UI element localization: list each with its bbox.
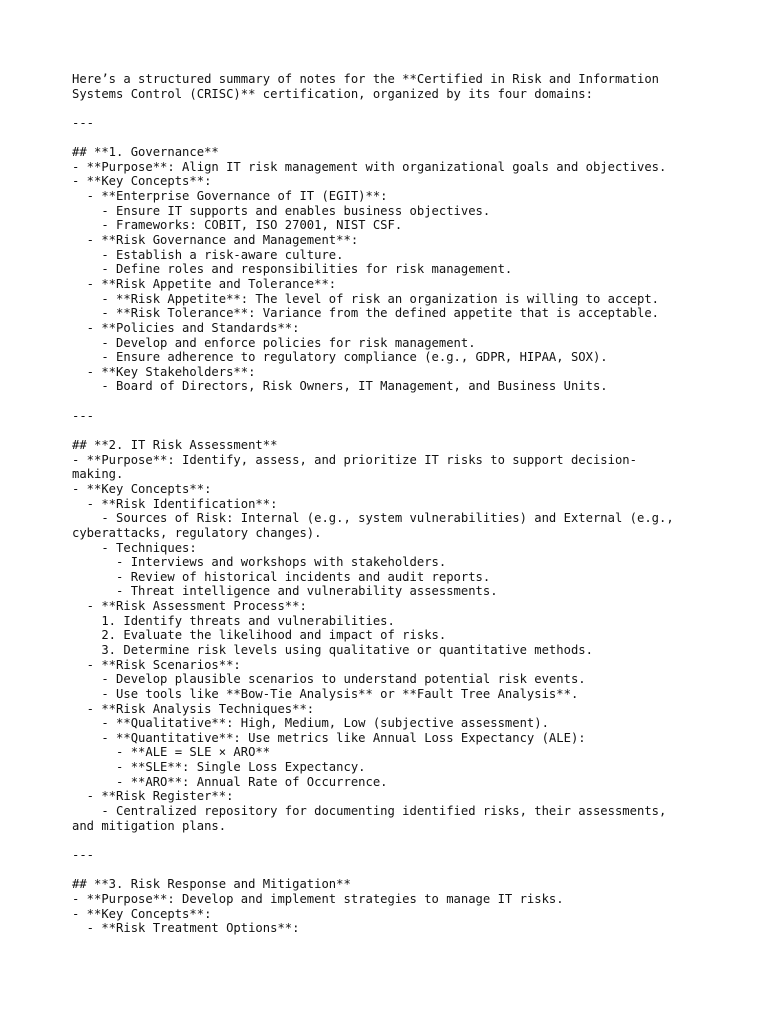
- text-line: - Define roles and responsibilities for risk management.: [72, 262, 513, 277]
- text-line: - **Risk Tolerance**: Variance from the defined appetite that is acceptable.: [72, 306, 659, 321]
- text-line: - Develop and enforce policies for risk management.: [72, 335, 476, 350]
- text-line: - **Enterprise Governance of IT (EGIT)**:: [72, 189, 388, 204]
- blank-line: [72, 394, 702, 409]
- text-line: - Board of Directors, Risk Owners, IT Management, and Business Units.: [72, 379, 608, 394]
- text-line: - **Risk Scenarios**:: [72, 657, 241, 672]
- blank-line: [72, 423, 702, 438]
- text-line: - **Risk Governance and Management**:: [72, 233, 359, 248]
- text-line: 1. Identify threats and vulnerabilities.: [72, 613, 395, 628]
- text-line: - **Risk Register**:: [72, 789, 234, 804]
- text-line: 3. Determine risk levels using qualitative or quantitative methods.: [72, 642, 593, 657]
- text-line: - Techniques:: [72, 540, 197, 555]
- document-body: [72, 72, 702, 936]
- blank-line: [72, 101, 702, 116]
- text-line: - **ARO**: Annual Rate of Occurrence.: [72, 774, 388, 789]
- blank-line: [72, 131, 702, 146]
- text-line: - **Risk Treatment Options**:: [72, 921, 300, 936]
- text-line: - Use tools like **Bow-Tie Analysis** or **Fault Tree Analysis**.: [72, 686, 579, 701]
- text-line: - Develop plausible scenarios to understand potential risk events.: [72, 672, 586, 687]
- text-line: - **Risk Assessment Process**:: [72, 599, 307, 614]
- text-line: - **Risk Appetite and Tolerance**:: [72, 276, 337, 291]
- text-line: - **SLE**: Single Loss Expectancy.: [72, 760, 366, 775]
- text-line: Systems Control (CRISC)** certification, organized by its four domains:: [72, 86, 593, 101]
- text-line: cyberattacks, regulatory changes).: [72, 525, 322, 540]
- text-line: - Centralized repository for documenting identified risks, their assessments,: [72, 804, 667, 819]
- text-line: - **Quantitative**: Use metrics like Annual Loss Expectancy (ALE):: [72, 730, 586, 745]
- text-line: - Frameworks: COBIT, ISO 27001, NIST CSF.: [72, 218, 403, 233]
- text-line: - **Purpose**: Identify, assess, and prioritize IT risks to support decision-: [72, 452, 637, 467]
- text-line: - **Risk Appetite**: The level of risk an organization is willing to accept.: [72, 291, 659, 306]
- text-line: - **Qualitative**: High, Medium, Low (subjective assessment).: [72, 716, 549, 731]
- text-line: - **ALE = SLE × ARO**: [72, 745, 271, 760]
- text-line: - **Risk Analysis Techniques**:: [72, 701, 315, 716]
- text-line: - **Purpose**: Develop and implement strategies to manage IT risks.: [72, 891, 564, 906]
- text-line: - **Risk Identification**:: [72, 496, 278, 511]
- text-line: 2. Evaluate the likelihood and impact of risks.: [72, 628, 447, 643]
- text-line: - Establish a risk-aware culture.: [72, 247, 344, 262]
- text-line: and mitigation plans.: [72, 818, 227, 833]
- text-line: making.: [72, 467, 124, 482]
- section-heading: ## **1. Governance**: [72, 145, 219, 160]
- text-line: - **Key Concepts**:: [72, 481, 212, 496]
- text-line: - Threat intelligence and vulnerability assessments.: [72, 584, 498, 599]
- text-line: - **Key Concepts**:: [72, 906, 212, 921]
- section-heading: ## **2. IT Risk Assessment**: [72, 438, 278, 453]
- text-line: - **Key Concepts**:: [72, 174, 212, 189]
- text-line: - **Policies and Standards**:: [72, 320, 300, 335]
- text-line: - Sources of Risk: Internal (e.g., system vulnerabilities) and External (e.g.,: [72, 511, 674, 526]
- text-line: - Interviews and workshops with stakeholders.: [72, 555, 447, 570]
- text-line: - **Key Stakeholders**:: [72, 364, 256, 379]
- text-line: - Ensure IT supports and enables business objectives.: [72, 203, 491, 218]
- section-heading: ## **3. Risk Response and Mitigation**: [72, 877, 351, 892]
- blank-line: [72, 833, 702, 848]
- blank-line: [72, 863, 702, 878]
- text-line: - Review of historical incidents and audit reports.: [72, 569, 491, 584]
- text-line: Here’s a structured summary of notes for the **Certified in Risk and Information: [72, 72, 659, 86]
- text-line: - Ensure adherence to regulatory compliance (e.g., GDPR, HIPAA, SOX).: [72, 350, 608, 365]
- text-line: - **Purpose**: Align IT risk management with organizational goals and objectives.: [72, 159, 667, 174]
- horizontal-rule: ---: [72, 408, 95, 423]
- horizontal-rule: ---: [72, 115, 95, 130]
- horizontal-rule: ---: [72, 847, 95, 862]
